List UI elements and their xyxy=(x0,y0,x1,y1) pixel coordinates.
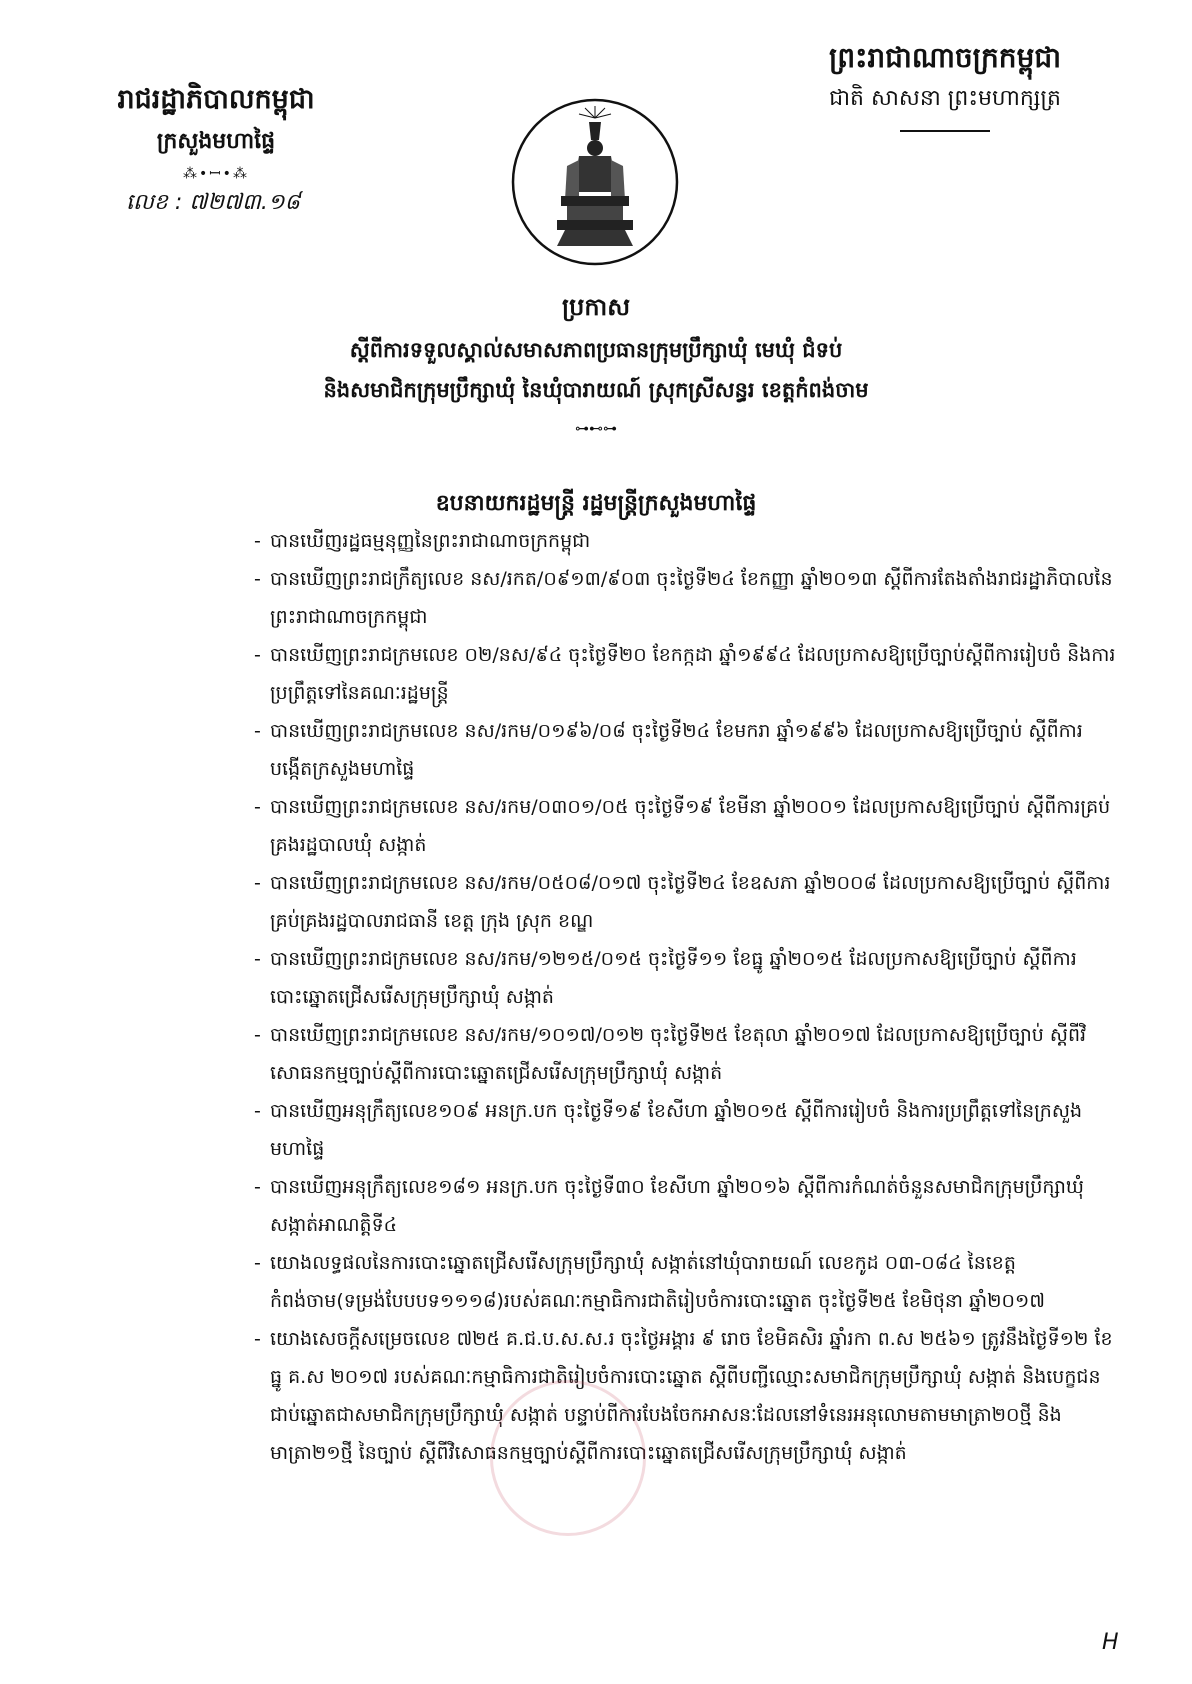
list-item xyxy=(254,1320,1120,1472)
list-dash: - xyxy=(254,1328,261,1350)
list-dash: - xyxy=(254,1100,261,1122)
list-dash: - xyxy=(254,1176,261,1198)
list-item-text: បានឃើញព្រះរាជក្រឹត្យលេខ នស/រកត/០៩១៣/៩០៣ ចុះថ្ងៃទី២៤ ខែកញ្ញា ឆ្នាំ២០១៣ ស្តីពីការតែងតាំងរាជរដ្ឋាភិបាលនៃព្រះរាជាណាចក្រកម្ពុជា xyxy=(270,568,1113,628)
list-item xyxy=(254,788,1120,864)
legal-references-list xyxy=(254,522,1120,1472)
list-item-text: បានឃើញព្រះរាជក្រមលេខ នស/រកម/០៥០៨/០១៧ ចុះថ្ងៃទី២៤ ខែឧសភា ឆ្នាំ២០០៨ ដែលប្រកាសឱ្យប្រើច្បាប់ ស្តីពីការគ្រប់គ្រងរដ្ឋបាលរាជធានី ខេត្ត ក្រុង ស្រុក ខណ្ឌ xyxy=(270,872,1111,932)
list-dash: - xyxy=(254,568,261,590)
list-item-text: បានឃើញព្រះរាជក្រមលេខ នស/រកម/០៣០១/០៥ ចុះថ្ងៃទី១៩ ខែមីនា ឆ្នាំ២០០១ ដែលប្រកាសឱ្យប្រើច្បាប់ ស្តីពីការគ្រប់គ្រងរដ្ឋបាលឃុំ សង្កាត់ xyxy=(270,796,1111,856)
list-dash: - xyxy=(254,644,261,666)
title-ornament: ⊶⊷⊶ xyxy=(575,421,617,437)
document-type-heading: ប្រកាស xyxy=(561,293,631,321)
faint-stamp-seal xyxy=(490,1380,646,1536)
subject-line-1: ស្តីពីការទទួលស្គាល់សមាសភាពប្រធានក្រុមប្រឹក្សាឃុំ មេឃុំ ជំទប់ xyxy=(349,338,843,362)
kingdom-header xyxy=(770,36,1120,132)
royal-emblem-icon xyxy=(509,96,681,268)
list-item xyxy=(254,1092,1120,1168)
list-item xyxy=(254,636,1120,712)
list-item-text: បានឃើញព្រះរាជក្រមលេខ នស/រកម/០១៩៦/០៨ ចុះថ្ងៃទី២៤ ខែមករា ឆ្នាំ១៩៩៦ ដែលប្រកាសឱ្យប្រើច្បាប់ ស្តីពីការបង្កើតក្រសួងមហាផ្ទៃ xyxy=(270,720,1083,780)
list-item xyxy=(254,522,1120,560)
ministry-ornament: ⁂•ꟷ•⁂ xyxy=(183,166,249,182)
list-item-text: បានឃើញរដ្ឋធម្មនុញ្ញនៃព្រះរាជាណាចក្រកម្ពុជា xyxy=(270,530,591,552)
ministry-header xyxy=(86,78,346,220)
reference-number: លេខ : ៧២៧៣.១៨ xyxy=(126,190,301,215)
list-item xyxy=(254,940,1120,1016)
list-item-text: បានឃើញអនុក្រឹត្យលេខ១០៩ អនក្រ.បក ចុះថ្ងៃទី១៩ ខែសីហា ឆ្នាំ២០១៥ ស្តីពីការរៀបចំ និងការប្រព្រឹត្តទៅនៃក្រសួងមហាផ្ទៃ xyxy=(270,1100,1083,1160)
list-item-text: បានឃើញព្រះរាជក្រមលេខ នស/រកម/១២១៥/០១៥ ចុះថ្ងៃទី១១ ខែធ្នូ ឆ្នាំ២០១៥ ដែលប្រកាសឱ្យប្រើច្បាប់ ស្តីពីការបោះឆ្នោតជ្រើសរើសក្រុមប្រឹក្សាឃុំ សង្កាត់ xyxy=(270,948,1077,1008)
kingdom-title: ព្រះរាជាណាចក្រកម្ពុជា xyxy=(828,41,1061,74)
list-item xyxy=(254,1244,1120,1320)
list-item-text: យោងលទ្ធផលនៃការបោះឆ្នោតជ្រើសរើសក្រុមប្រឹក្សាឃុំ សង្កាត់នៅឃុំបារាយណ៍ លេខកូដ ០៣-០៨៤ នៃខេត្តកំពង់ចាម(ទម្រង់បែបបទ១១១៨)របស់គណៈកម្មាធិការជាតិរៀបចំការបោះឆ្នោត ចុះថ្ងៃទី២៥ ខែមិថុនា ឆ្នាំ២០១៧ xyxy=(270,1252,1045,1312)
list-item xyxy=(254,1016,1120,1092)
list-dash: - xyxy=(254,530,261,552)
government-name: រាជរដ្ឋាភិបាលកម្ពុជា xyxy=(117,84,315,115)
list-item-text: យោងសេចក្តីសម្រេចលេខ ៧២៥ គ.ជ.ប.ស.ស.រ ចុះថ្ងៃអង្គារ ៩ រោច ខែមិគសិរ ឆ្នាំរកា ព.ស ២៥៦១ ត្រូវនឹងថ្ងៃទី១២ ខែធ្នូ គ.ស ២០១៧ របស់គណៈកម្មាធិការជាតិរៀបចំការបោះឆ្នោត ស្តីពីបញ្ជីឈ្មោះសមាជិកក្រុមប្រឹក្សាឃុំ សង្កាត់ និងបេក្ខជនជាប់ឆ្នោតជាសមាជិកក្រុមប្រឹក្សាឃុំ សង្កាត់ បន្ទាប់ពីការបែងចែកអាសនៈដែលនៅទំនេរអនុលោមតាមមាត្រា២០ថ្មី និងមាត្រា២១ថ្មី នៃច្បាប់ ស្តីពីវិសោធនកម្មច្បាប់ស្តីពីការបោះឆ្នោតជ្រើសរើសក្រុមប្រឹក្សាឃុំ សង្កាត់ xyxy=(270,1328,1113,1464)
motto-divider xyxy=(900,130,990,132)
list-item xyxy=(254,560,1120,636)
subject-line-2: និងសមាជិកក្រុមប្រឹក្សាឃុំ នៃឃុំបារាយណ៍ ស្រុកស្រីសន្ធរ ខេត្តកំពង់ចាម xyxy=(323,378,869,402)
list-dash: - xyxy=(254,720,261,742)
list-item-text: បានឃើញព្រះរាជក្រមលេខ ០២/នស/៩៤ ចុះថ្ងៃទី២០ ខែកក្កដា ឆ្នាំ១៩៩៤ ដែលប្រកាសឱ្យប្រើច្បាប់ស្តីពីការរៀបចំ និងការប្រព្រឹត្តទៅនៃគណៈរដ្ឋមន្ត្រី xyxy=(270,644,1116,704)
list-dash: - xyxy=(254,872,261,894)
issuer-title: ឧបនាយករដ្ឋមន្ត្រី រដ្ឋមន្ត្រីក្រសួងមហាផ្ទៃ xyxy=(435,491,757,516)
list-item xyxy=(254,712,1120,788)
list-item xyxy=(254,864,1120,940)
list-item xyxy=(254,1168,1120,1244)
list-dash: - xyxy=(254,796,261,818)
list-dash: - xyxy=(254,1252,261,1274)
announcement-title xyxy=(170,284,1022,444)
list-item-text: បានឃើញព្រះរាជក្រមលេខ នស/រកម/១០១៧/០១២ ចុះថ្ងៃទី២៥ ខែតុលា ឆ្នាំ២០១៧ ដែលប្រកាសឱ្យប្រើច្បាប់ ស្តីពីវិសោធនកម្មច្បាប់ស្តីពីការបោះឆ្នោតជ្រើសរើសក្រុមប្រឹក្សាឃុំ សង្កាត់ xyxy=(270,1024,1087,1084)
list-dash: - xyxy=(254,948,261,970)
national-motto: ជាតិ សាសនា ព្រះមហាក្សត្រ xyxy=(829,86,1061,111)
handwritten-initials: H xyxy=(1102,1630,1119,1655)
list-dash: - xyxy=(254,1024,261,1046)
ministry-name: ក្រសួងមហាផ្ទៃ xyxy=(156,129,276,154)
list-item-text: បានឃើញអនុក្រឹត្យលេខ១៨១ អនក្រ.បក ចុះថ្ងៃទី៣០ ខែសីហា ឆ្នាំ២០១៦ ស្តីពីការកំណត់ចំនួនសមាជិកក្រុមប្រឹក្សាឃុំ សង្កាត់អាណត្តិទី៤ xyxy=(270,1176,1084,1236)
